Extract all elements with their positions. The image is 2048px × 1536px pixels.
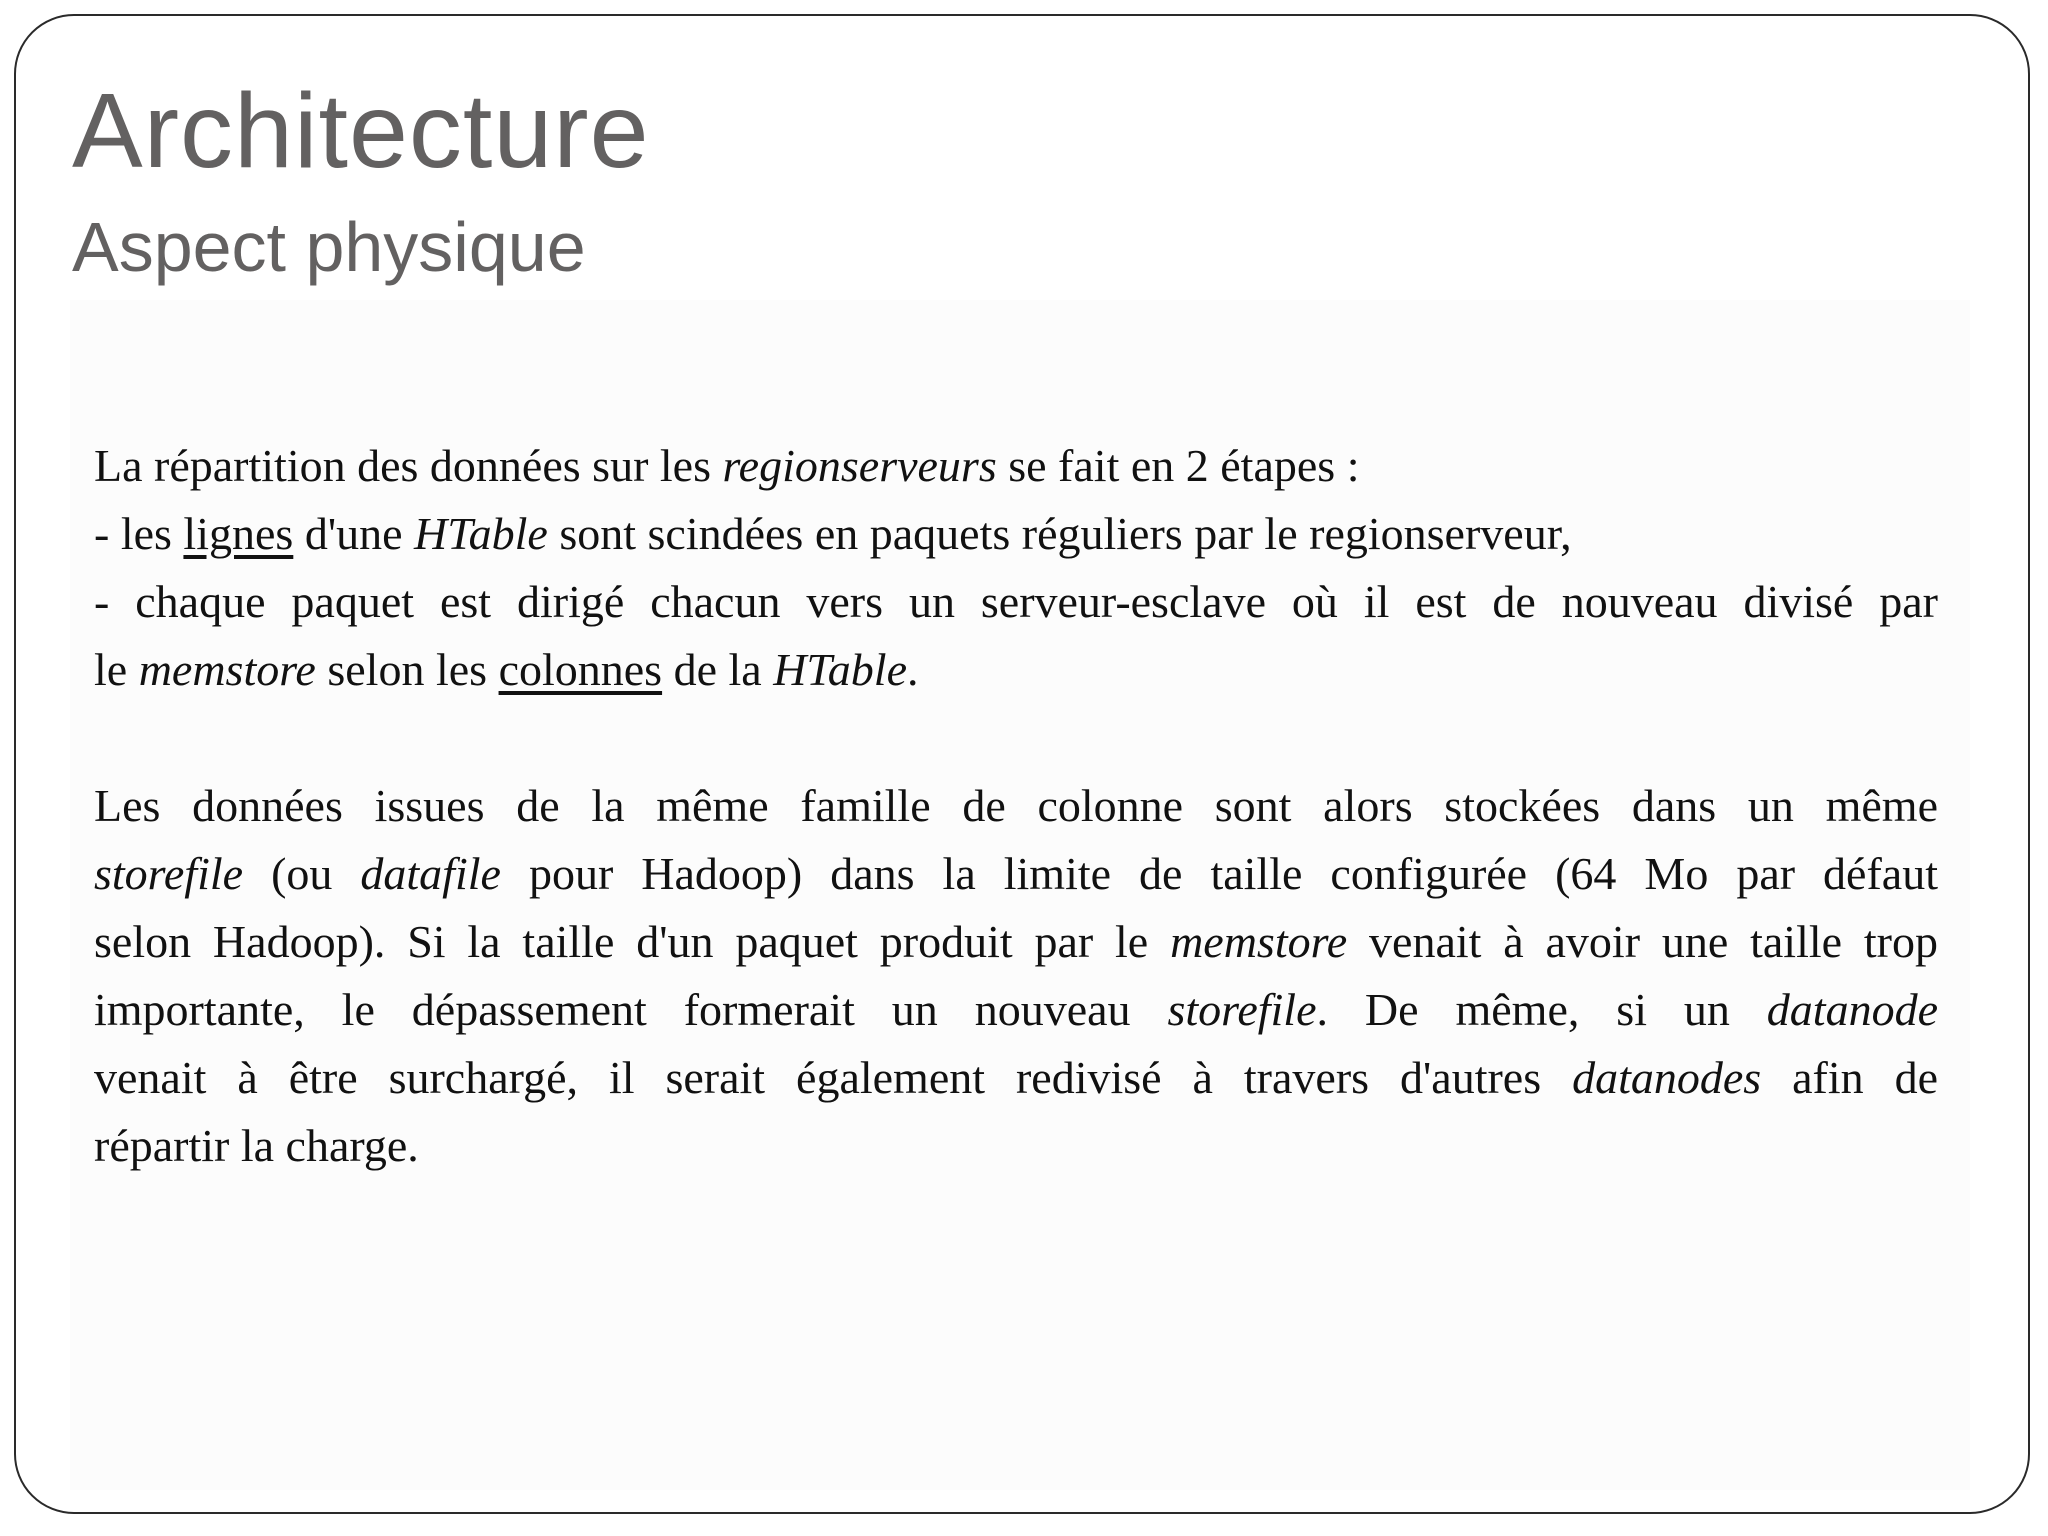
body-line [94, 500, 1938, 568]
text-run: afin de [1761, 1052, 1938, 1103]
text-run: d'une [293, 508, 415, 559]
text-run: La répartition des données sur les [94, 440, 723, 491]
text-run: (ou [243, 848, 361, 899]
text-run-italic: HTable [414, 508, 548, 559]
text-run: le [94, 644, 139, 695]
text-run-italic: datanode [1766, 984, 1938, 1035]
text-run-italic: datafile [360, 848, 501, 899]
body-line: Les données issues de la même famille de colonne sont alors stockées dans un même [94, 780, 1938, 831]
paragraph-spacer [94, 704, 1938, 772]
text-run: venait à être surchargé, il serait également redivisé à travers d'autres [94, 1052, 1573, 1103]
text-run: pour Hadoop) dans la limite de taille configurée (64 Mo par défaut [500, 848, 1938, 899]
text-run-underlined: colonnes [498, 644, 663, 695]
text-run: selon Hadoop). Si la taille d'un paquet produit par le [94, 916, 1171, 967]
text-run: de la [662, 644, 774, 695]
text-run-italic: datanodes [1572, 1052, 1762, 1103]
text-run-italic: storefile [94, 848, 244, 899]
text-run: sont scindées en paquets réguliers par le regionserveur, [547, 508, 1572, 559]
text-run: venait à avoir une taille trop [1347, 916, 1938, 967]
body-line [94, 636, 1938, 704]
body-line: répartir la charge. [94, 1120, 419, 1171]
text-run-italic: memstore [138, 644, 316, 695]
text-run-underlined: lignes [183, 508, 294, 559]
text-run: se fait en 2 étapes : [996, 440, 1360, 491]
body-line [94, 1044, 1938, 1112]
body-line [94, 840, 1938, 908]
text-run: . [906, 644, 919, 695]
text-run-italic: regionserveurs [722, 440, 997, 491]
text-run: - les [94, 508, 184, 559]
text-run: . De même, si un [1316, 984, 1767, 1035]
text-run-italic: memstore [1170, 916, 1348, 967]
slide-title: Architecture [72, 72, 650, 190]
text-run-italic: HTable [773, 644, 907, 695]
paragraph-storage [94, 772, 1938, 1180]
slide-body [94, 432, 1938, 1180]
slide-subtitle: Aspect physique [72, 208, 586, 286]
body-line [94, 976, 1938, 1044]
text-run-italic: storefile [1167, 984, 1317, 1035]
text-run: selon les [315, 644, 499, 695]
paragraph-data-distribution [94, 432, 1938, 704]
body-line: - chaque paquet est dirigé chacun vers un serveur-esclave où il est de nouveau divisé par [94, 576, 1938, 627]
body-line [94, 908, 1938, 976]
body-line [94, 432, 1938, 500]
text-run: importante, le dépassement formerait un nouveau [94, 984, 1168, 1035]
